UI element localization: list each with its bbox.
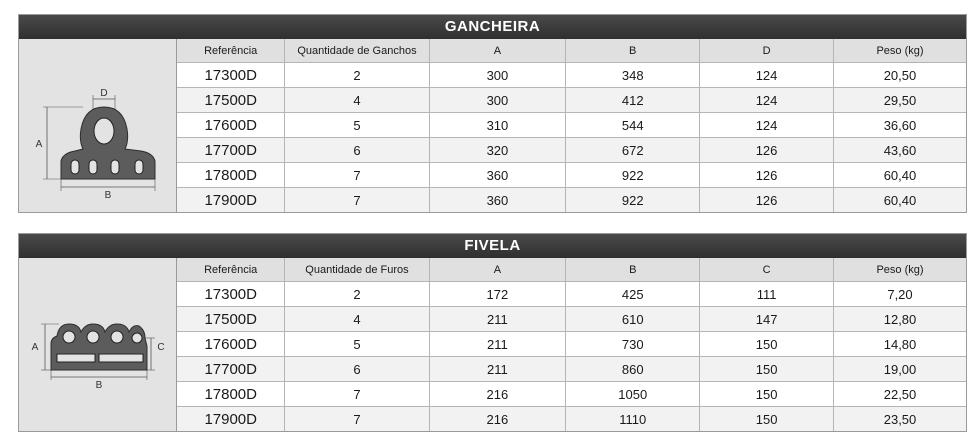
cell-referencia: 17700D [177,357,285,382]
fivela-title: FIVELA [19,234,966,258]
cell-peso: 12,80 [834,307,966,332]
cell-a: 216 [429,382,566,407]
cell-c: 111 [700,282,834,307]
cell-peso: 29,50 [833,88,966,113]
fivela-label-b: B [95,379,102,391]
cell-a: 216 [429,407,566,432]
cell-quantidade: 7 [285,382,429,407]
cell-d: 124 [700,63,834,88]
cell-peso: 14,80 [834,332,966,357]
cell-quantidade: 6 [285,357,429,382]
cell-referencia: 17300D [177,282,285,307]
cell-referencia: 17600D [177,332,285,357]
fivela-header-row [177,258,966,282]
cell-a: 320 [429,138,566,163]
cell-quantidade: 5 [285,113,429,138]
cell-b: 730 [566,332,700,357]
col-header-peso: Peso (kg) [834,258,966,282]
table-row [177,357,966,382]
cell-a: 172 [429,282,566,307]
fivela-label-c: C [156,341,165,353]
col-header-referencia: Referência [177,39,285,63]
cell-c: 150 [700,332,834,357]
col-header-quantidade: Quantidade de Ganchos [285,39,429,63]
cell-a: 211 [429,307,566,332]
cell-d: 124 [700,113,834,138]
cell-peso: 20,50 [833,63,966,88]
cell-quantidade: 6 [285,138,429,163]
cell-peso: 19,00 [834,357,966,382]
cell-referencia: 17900D [177,407,285,432]
gancheira-diagram [19,39,177,212]
col-header-d: D [700,39,834,63]
cell-b: 672 [566,138,700,163]
table-row [177,407,966,432]
cell-quantidade: 7 [285,188,429,213]
cell-referencia: 17900D [177,188,285,213]
cell-quantidade: 5 [285,332,429,357]
fivela-table [177,258,966,431]
cell-referencia: 17500D [177,88,285,113]
cell-quantidade: 4 [285,307,429,332]
gancheira-table [177,39,966,212]
cell-a: 211 [429,357,566,382]
cell-b: 610 [566,307,700,332]
table-row [177,88,966,113]
cell-d: 126 [700,138,834,163]
cell-d: 126 [700,163,834,188]
gancheira-drawing [23,51,173,201]
col-header-referencia: Referência [177,258,285,282]
cell-a: 360 [429,163,566,188]
table-row [177,163,966,188]
fivela-diagram [19,258,177,431]
cell-b: 860 [566,357,700,382]
cell-c: 150 [700,357,834,382]
cell-a: 300 [429,88,566,113]
col-header-b: B [566,39,700,63]
gancheira-label-b: B [104,189,111,201]
cell-a: 300 [429,63,566,88]
cell-d: 124 [700,88,834,113]
table-row [177,307,966,332]
cell-peso: 7,20 [834,282,966,307]
cell-quantidade: 2 [285,63,429,88]
cell-a: 310 [429,113,566,138]
cell-referencia: 17500D [177,307,285,332]
cell-b: 1050 [566,382,700,407]
fivela-drawing [23,270,173,420]
col-header-b: B [566,258,700,282]
cell-a: 211 [429,332,566,357]
cell-referencia: 17700D [177,138,285,163]
table-row [177,138,966,163]
cell-a: 360 [429,188,566,213]
gancheira-label-a: A [35,138,42,150]
col-header-peso: Peso (kg) [833,39,966,63]
cell-peso: 36,60 [833,113,966,138]
cell-referencia: 17600D [177,113,285,138]
cell-c: 150 [700,382,834,407]
col-header-c: C [700,258,834,282]
cell-peso: 43,60 [833,138,966,163]
cell-peso: 23,50 [834,407,966,432]
cell-b: 348 [566,63,700,88]
cell-quantidade: 2 [285,282,429,307]
fivela-label-a: A [31,341,38,353]
table-row [177,382,966,407]
cell-b: 922 [566,188,700,213]
cell-quantidade: 4 [285,88,429,113]
gancheira-title: GANCHEIRA [19,15,966,39]
cell-b: 425 [566,282,700,307]
cell-quantidade: 7 [285,407,429,432]
table-row [177,63,966,88]
cell-referencia: 17300D [177,63,285,88]
gancheira-label-d: D [99,87,108,99]
cell-c: 150 [700,407,834,432]
cell-peso: 60,40 [833,188,966,213]
cell-b: 544 [566,113,700,138]
col-header-a: A [429,258,566,282]
cell-referencia: 17800D [177,163,285,188]
cell-peso: 22,50 [834,382,966,407]
cell-c: 147 [700,307,834,332]
table-row [177,188,966,213]
cell-peso: 60,40 [833,163,966,188]
cell-b: 922 [566,163,700,188]
table-row [177,282,966,307]
cell-b: 412 [566,88,700,113]
col-header-a: A [429,39,566,63]
col-header-quantidade: Quantidade de Furos [285,258,429,282]
cell-d: 126 [700,188,834,213]
cell-b: 1110 [566,407,700,432]
gancheira-panel [18,14,967,213]
table-row [177,332,966,357]
fivela-panel [18,233,967,432]
cell-referencia: 17800D [177,382,285,407]
gancheira-header-row [177,39,966,63]
cell-quantidade: 7 [285,163,429,188]
table-row [177,113,966,138]
